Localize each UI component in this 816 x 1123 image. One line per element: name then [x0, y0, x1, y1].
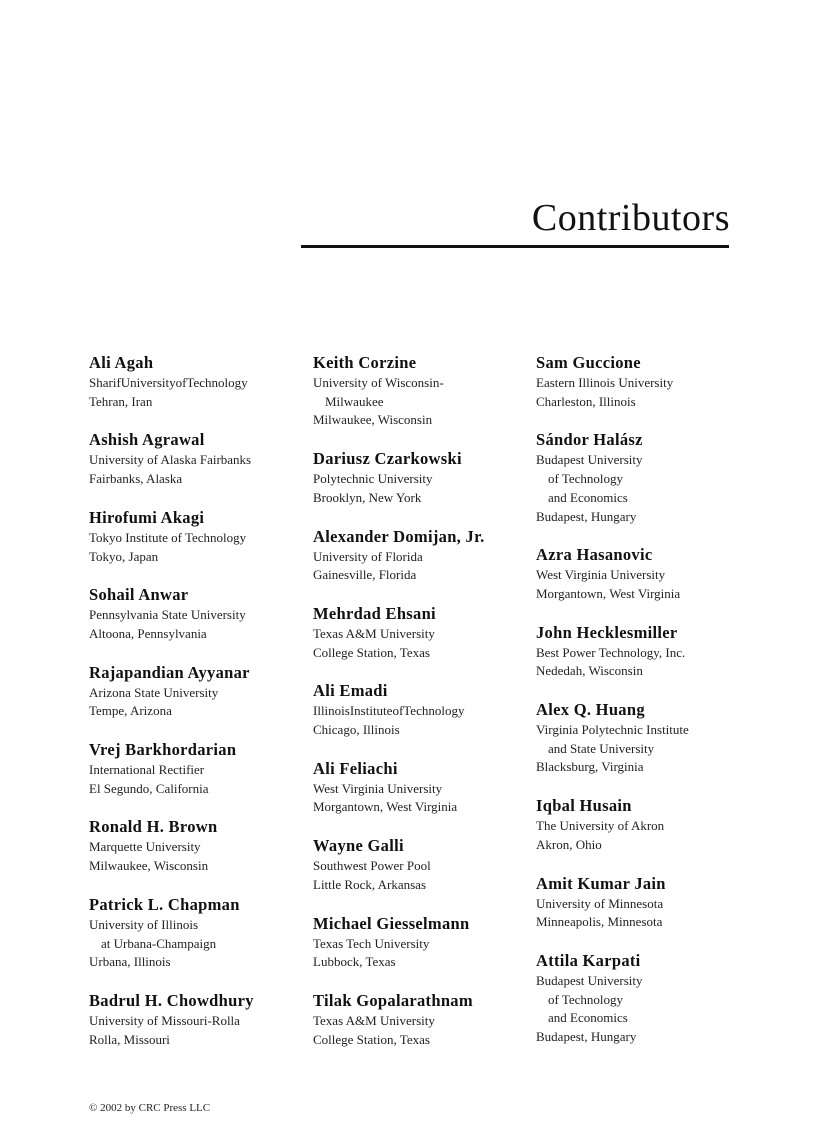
affiliation-line: Milwaukee, Wisconsin	[89, 858, 209, 874]
contributor-name: Badrul H. Chowdhury	[89, 990, 254, 1010]
contributor-name: Alexander Domijan, Jr.	[313, 526, 485, 546]
contributor-entry	[313, 448, 523, 507]
affiliation-line: Pennsylvania State University	[89, 607, 246, 623]
affiliation-line: at Urbana-Champaign	[101, 935, 217, 951]
affiliation-line: Virginia Polytechnic Institute	[536, 722, 689, 738]
affiliation-line: and Economics	[548, 489, 628, 505]
contributor-name: Iqbal Husain	[536, 796, 632, 816]
affiliation-line: Altoona, Pennsylvania	[89, 625, 207, 641]
affiliation-line: and State University	[548, 740, 655, 756]
contributor-entry	[89, 352, 299, 411]
contributor-name: Ashish Agrawal	[89, 430, 205, 450]
affiliation-line: Morgantown, West Virginia	[536, 585, 681, 601]
contributors-column-2	[313, 352, 523, 1067]
contributor-entry	[313, 603, 523, 662]
affiliation-line: Budapest University	[536, 452, 643, 468]
contributor-entry	[89, 739, 299, 798]
contributor-entry	[536, 699, 736, 777]
page-title: Contributors	[531, 197, 730, 239]
contributor-entry	[536, 352, 736, 411]
affiliation-line: Polytechnic University	[313, 471, 433, 487]
contributor-entry	[313, 990, 523, 1049]
contributor-entry	[536, 622, 736, 681]
contributor-entry	[536, 544, 736, 603]
contributor-entry	[89, 990, 299, 1049]
contributor-name: Vrej Barkhordarian	[89, 740, 237, 760]
affiliation-line: Brooklyn, New York	[313, 489, 422, 505]
affiliation-line: Urbana, Illinois	[89, 954, 171, 970]
contributor-name: Amit Kumar Jain	[536, 873, 666, 893]
affiliation-line: Minneapolis, Minnesota	[536, 914, 663, 930]
affiliation-line: Rolla, Missouri	[89, 1031, 170, 1047]
affiliation-line: The University of Akron	[536, 818, 665, 834]
affiliation-line: Milwaukee, Wisconsin	[313, 412, 433, 428]
contributor-name: Rajapandian Ayyanar	[89, 662, 250, 682]
affiliation-line: Tehran, Iran	[89, 393, 153, 409]
affiliation-line: West Virginia University	[313, 780, 443, 796]
contributor-entry	[313, 680, 523, 739]
affiliation-line: University of Missouri-Rolla	[89, 1012, 240, 1028]
affiliation-line: Nededah, Wisconsin	[536, 663, 643, 679]
contributor-name: Ali Agah	[89, 353, 154, 372]
contributor-name: Alex Q. Huang	[536, 700, 645, 720]
contributor-name: Dariusz Czarkowski	[313, 449, 462, 469]
affiliation-line: Charleston, Illinois	[536, 393, 636, 409]
affiliation-line: Eastern Illinois University	[536, 375, 674, 390]
contributor-entry	[313, 352, 523, 430]
affiliation-line: Milwaukee	[325, 393, 384, 409]
contributor-name: Wayne Galli	[313, 836, 404, 856]
affiliation-line: Little Rock, Arkansas	[313, 876, 427, 892]
contributor-name: Keith Corzine	[313, 353, 417, 372]
affiliation-line: Chicago, Illinois	[313, 722, 400, 738]
contributor-entry	[536, 429, 736, 526]
title-rule	[301, 245, 729, 248]
affiliation-line: University of Wisconsin-	[313, 375, 444, 390]
affiliation-line: Budapest University	[536, 972, 643, 988]
affiliation-line: Texas A&M University	[313, 1012, 435, 1028]
contributor-entry	[89, 894, 299, 972]
affiliation-line: University of Illinois	[89, 916, 199, 932]
contributor-entry	[536, 873, 736, 932]
affiliation-line: and Economics	[548, 1010, 628, 1026]
affiliation-line: Budapest, Hungary	[536, 1029, 637, 1045]
contributor-entry	[89, 816, 299, 875]
contributor-name: Sohail Anwar	[89, 585, 189, 605]
affiliation-line: Akron, Ohio	[536, 836, 602, 852]
affiliation-line: Morgantown, West Virginia	[313, 799, 458, 815]
affiliation-line: IllinoisInstituteofTechnology	[313, 703, 465, 719]
affiliation-line: Tempe, Arizona	[89, 703, 172, 719]
contributor-entry	[536, 795, 736, 854]
contributor-entry	[313, 835, 523, 894]
contributor-name: Sam Guccione	[536, 353, 641, 372]
contributor-entry	[536, 950, 736, 1047]
affiliation-line: West Virginia University	[536, 567, 666, 583]
contributors-column-1	[89, 352, 299, 1067]
contributor-name: Ali Emadi	[313, 681, 388, 701]
contributor-name: Tilak Gopalarathnam	[313, 990, 473, 1010]
contributor-name: Azra Hasanovic	[536, 545, 653, 565]
affiliation-line: Arizona State University	[89, 684, 219, 700]
contributors-column-3	[536, 352, 736, 1065]
affiliation-line: University of Minnesota	[536, 895, 664, 911]
affiliation-line: Lubbock, Texas	[313, 954, 396, 970]
affiliation-line: International Rectifier	[89, 762, 205, 778]
contributor-name: John Hecklesmiller	[536, 622, 678, 642]
contributor-name: Ali Feliachi	[313, 758, 398, 778]
contributor-entry	[313, 526, 523, 585]
affiliation-line: Fairbanks, Alaska	[89, 471, 183, 487]
affiliation-line: Marquette University	[89, 839, 201, 855]
affiliation-line: Tokyo Institute of Technology	[89, 529, 247, 545]
contributor-name: Attila Karpati	[536, 950, 641, 970]
affiliation-line: Southwest Power Pool	[313, 858, 431, 874]
affiliation-line: SharifUniversityofTechnology	[89, 375, 248, 390]
affiliation-line: Texas A&M University	[313, 625, 435, 641]
contributor-name: Mehrdad Ehsani	[313, 603, 436, 623]
contributor-name: Michael Giesselmann	[313, 913, 470, 933]
copyright-footer: © 2002 by CRC Press LLC	[89, 1102, 211, 1114]
contributor-entry	[89, 662, 299, 721]
contributor-entry	[313, 758, 523, 817]
affiliation-line: Tokyo, Japan	[89, 548, 159, 564]
affiliation-line: Gainesville, Florida	[313, 567, 417, 583]
affiliation-line: College Station, Texas	[313, 1031, 430, 1047]
contributor-name: Ronald H. Brown	[89, 817, 218, 837]
contributor-entry	[313, 913, 523, 972]
affiliation-line: University of Alaska Fairbanks	[89, 452, 252, 468]
affiliation-line: College Station, Texas	[313, 644, 430, 660]
affiliation-line: Budapest, Hungary	[536, 508, 637, 524]
contributor-name: Hirofumi Akagi	[89, 507, 205, 527]
contributor-entry	[89, 584, 299, 643]
contributor-entry	[89, 507, 299, 566]
affiliation-line: Blacksburg, Virginia	[536, 759, 644, 775]
contributor-name: Patrick L. Chapman	[89, 894, 240, 914]
affiliation-line: El Segundo, California	[89, 780, 209, 796]
affiliation-line: Texas Tech University	[313, 935, 430, 951]
affiliation-line: University of Florida	[313, 548, 423, 564]
affiliation-line: Best Power Technology, Inc.	[536, 644, 686, 660]
affiliation-line: of Technology	[548, 991, 624, 1007]
contributor-entry	[89, 429, 299, 488]
affiliation-line: of Technology	[548, 471, 624, 487]
contributor-name: Sándor Halász	[536, 430, 643, 450]
